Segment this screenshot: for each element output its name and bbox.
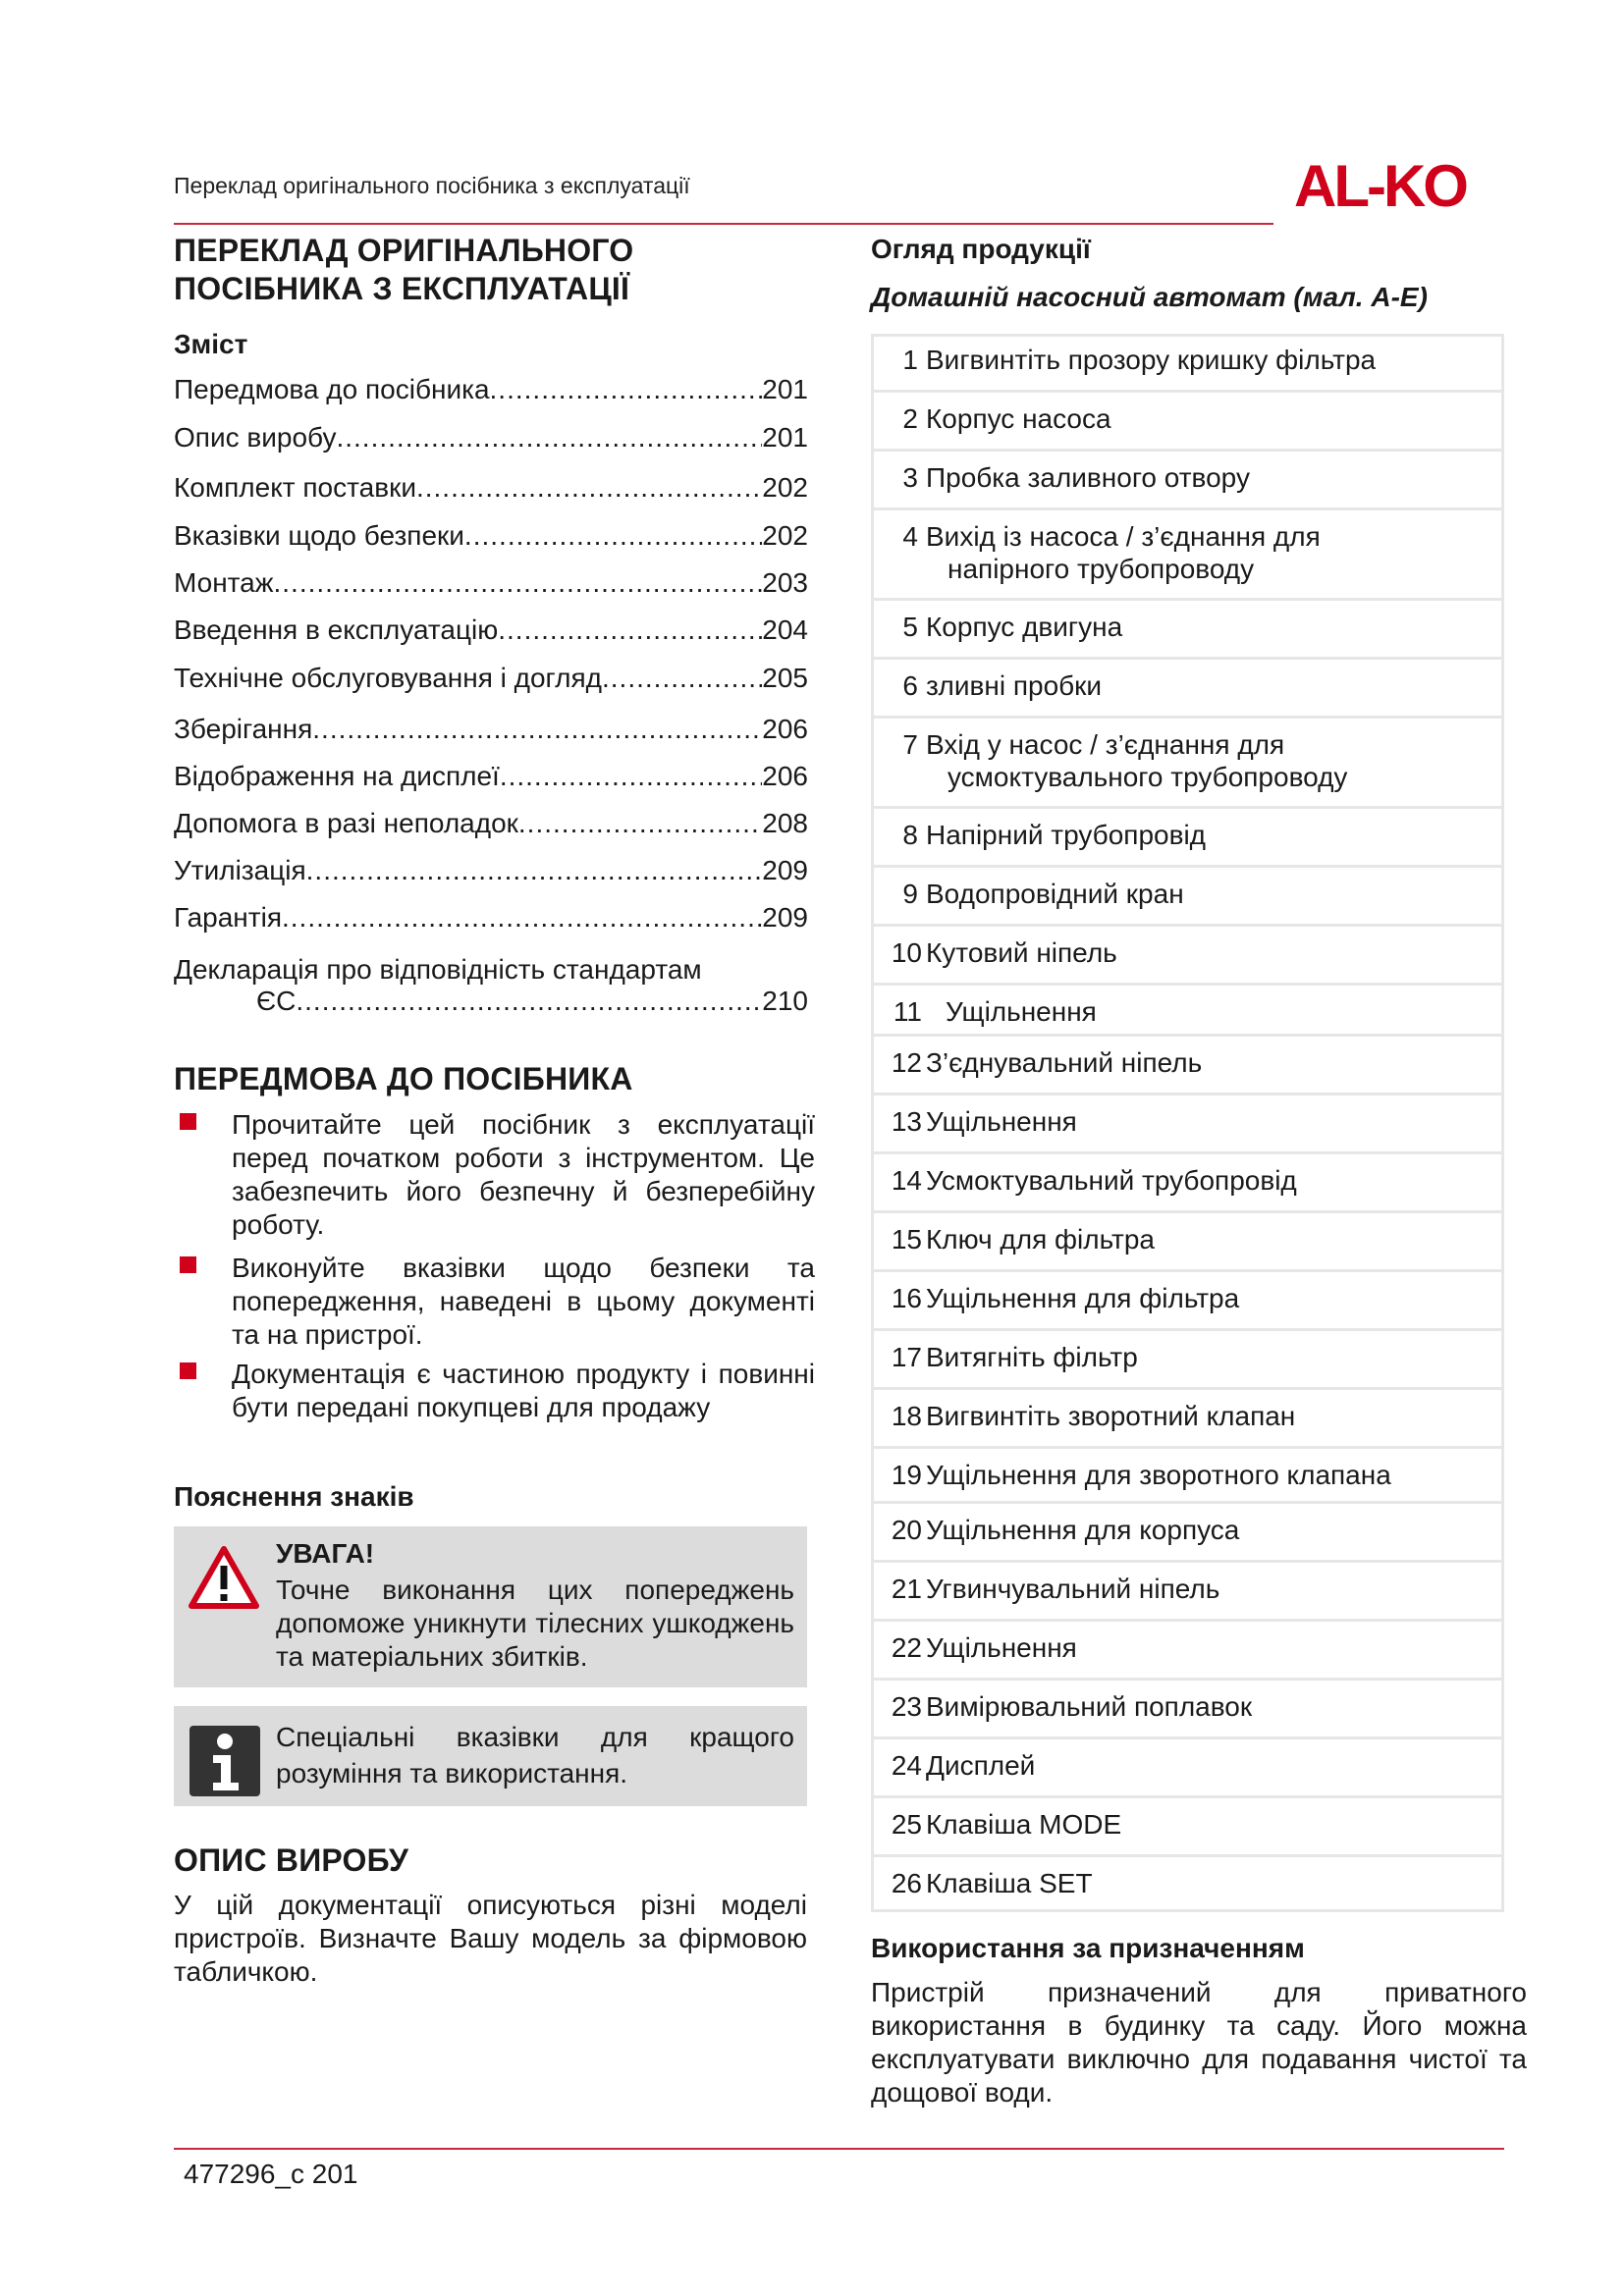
toc-row-last-line1[interactable] xyxy=(174,954,808,986)
part-label: З’єднувальний ніпель xyxy=(926,1047,1203,1078)
toc-page: 206 xyxy=(762,714,808,744)
part-number: 7 xyxy=(902,729,918,760)
bullet-icon xyxy=(180,1256,196,1273)
part-number: 25 xyxy=(891,1809,922,1840)
foreword-bullet: Виконуйте вказівки щодо безпеки та попередження, наведені в цьому документі та на пристрої. xyxy=(232,1253,815,1350)
toc-label: Введення в експлуатацію xyxy=(174,614,499,645)
parts-row xyxy=(871,393,1504,452)
parts-row xyxy=(871,1154,1504,1213)
parts-row xyxy=(871,1037,1504,1095)
parts-row xyxy=(871,1213,1504,1272)
parts-row xyxy=(871,452,1504,510)
parts-row xyxy=(871,719,1504,809)
toc-label: Декларація про відповідність стандартам xyxy=(174,954,702,985)
intended-use-text: Пристрій призначений для приватного використання в будинку та саду. Його можна експлуатувати виключно для подавання чистої та дощової води. xyxy=(871,1977,1527,2108)
toc-label: Допомога в разі неполадок xyxy=(174,808,518,838)
bullet-icon xyxy=(180,1113,196,1130)
description-text: У цій документації описуються різні моделі пристроїв. Визначте Вашу модель за фірмовою табличкою. xyxy=(174,1890,807,1987)
description-title: ОПИС ВИРОБУ xyxy=(174,1842,409,1878)
part-label: Усмоктувальний трубопровід xyxy=(926,1165,1297,1196)
info-text: Спеціальні вказівки для кращого розуміння та використання. xyxy=(276,1722,794,1789)
part-label: Клавіша SET xyxy=(926,1868,1093,1898)
toc-label: Технічне обслуговування і догляд xyxy=(174,663,602,693)
part-label: Пробка заливного отвору xyxy=(926,462,1250,493)
toc-row-last-line2[interactable] xyxy=(256,986,808,1017)
parts-row xyxy=(871,1739,1504,1798)
toc-page: 202 xyxy=(762,520,808,551)
toc-page: 202 xyxy=(762,472,808,503)
part-number: 9 xyxy=(902,879,918,909)
part-number: 15 xyxy=(891,1224,922,1255)
toc-label: Монтаж xyxy=(174,567,274,598)
toc-page: 209 xyxy=(762,902,808,933)
foreword-bullet: Прочитайте цей посібник з експлуатації перед початком роботи з інструментом. Це забезпечить його безпечну й безперебійну роботу. xyxy=(232,1109,815,1240)
part-number: 3 xyxy=(902,462,918,493)
parts-row xyxy=(871,1798,1504,1857)
toc-row[interactable] xyxy=(174,422,808,454)
toc-page: 204 xyxy=(762,614,808,645)
part-number: 5 xyxy=(902,612,918,642)
warning-box xyxy=(174,1526,807,1687)
toc-row[interactable] xyxy=(174,761,808,792)
toc-page: 203 xyxy=(762,567,808,598)
part-number: 8 xyxy=(902,820,918,850)
toc-row[interactable] xyxy=(174,520,808,552)
part-number: 14 xyxy=(891,1165,922,1196)
toc-label: Відображення на дисплеї xyxy=(174,761,500,791)
toc-row[interactable] xyxy=(174,714,808,745)
toc-row[interactable] xyxy=(174,855,808,886)
parts-row xyxy=(871,1449,1504,1504)
overview-heading: Огляд продукції xyxy=(871,234,1091,264)
parts-row xyxy=(871,1331,1504,1390)
toc-row[interactable] xyxy=(174,614,808,646)
part-label: Ущільнення xyxy=(926,1632,1077,1663)
parts-row xyxy=(871,927,1504,986)
parts-row xyxy=(871,1504,1504,1563)
part-label: Ущільнення для зворотного клапана xyxy=(926,1460,1391,1490)
main-title-line1: ПЕРЕКЛАД ОРИГІНАЛЬНОГО xyxy=(174,233,634,268)
alko-logo xyxy=(1294,155,1506,216)
toc-row[interactable] xyxy=(174,663,808,694)
toc-row[interactable] xyxy=(174,808,808,839)
toc-label: ЄС xyxy=(256,986,297,1016)
part-label: Угвинчувальний ніпель xyxy=(926,1574,1220,1604)
footer-doc-number: 477296_c 201 xyxy=(184,2159,358,2189)
parts-row xyxy=(871,986,1504,1037)
footer-rule xyxy=(174,2148,1504,2150)
toc-page: 206 xyxy=(762,761,808,791)
part-label: Клавіша MODE xyxy=(926,1809,1122,1840)
parts-row xyxy=(871,510,1504,601)
part-number: 12 xyxy=(891,1047,922,1078)
info-box xyxy=(174,1706,807,1806)
part-number: 20 xyxy=(891,1515,922,1545)
part-number: 16 xyxy=(891,1283,922,1313)
part-number: 13 xyxy=(891,1106,922,1137)
toc-label: Вказівки щодо безпеки xyxy=(174,520,464,551)
part-label: Водопровідний кран xyxy=(926,879,1184,909)
part-label: Вихід із насоса / з’єднання для xyxy=(926,521,1321,552)
part-number: 1 xyxy=(902,345,918,375)
toc-label: Комплект поставки xyxy=(174,472,416,503)
parts-list xyxy=(871,334,1504,1912)
part-number: 21 xyxy=(891,1574,922,1604)
part-number: 19 xyxy=(891,1460,922,1490)
toc-label: Зберігання xyxy=(174,714,313,744)
part-label: Ключ для фільтра xyxy=(926,1224,1155,1255)
part-label: Витягніть фільтр xyxy=(926,1342,1138,1372)
part-label: Вимірювальний поплавок xyxy=(926,1691,1253,1722)
part-number: 11 xyxy=(893,996,922,1027)
part-number: 6 xyxy=(902,670,918,701)
toc-row[interactable] xyxy=(174,567,808,599)
toc-page: 209 xyxy=(762,855,808,885)
parts-row xyxy=(871,1272,1504,1331)
toc-row[interactable] xyxy=(174,374,808,405)
warning-icon xyxy=(188,1544,260,1611)
bullet-icon xyxy=(180,1362,196,1379)
part-number: 18 xyxy=(891,1401,922,1431)
part-number: 26 xyxy=(891,1868,922,1898)
part-label: Дисплей xyxy=(926,1750,1036,1781)
part-label: Вхід у насос / з’єднання для xyxy=(926,729,1285,760)
overview-subheading: Домашній насосний автомат (мал. A-E) xyxy=(871,282,1428,312)
parts-row xyxy=(871,1857,1504,1912)
part-number: 10 xyxy=(891,937,922,968)
parts-row xyxy=(871,1681,1504,1739)
part-number: 24 xyxy=(891,1750,922,1781)
header-title: Переклад оригінального посібника з експлуатації xyxy=(174,173,690,198)
svg-text:AL-KO: AL-KO xyxy=(1294,155,1466,216)
toc-row[interactable] xyxy=(174,472,808,504)
toc-page: 205 xyxy=(762,663,808,693)
part-number: 17 xyxy=(891,1342,922,1372)
toc-label: Передмова до посібника xyxy=(174,374,490,404)
toc-label: Гарантія xyxy=(174,902,282,933)
parts-row xyxy=(871,334,1504,393)
part-number: 2 xyxy=(902,403,918,434)
toc-label: Утилізація xyxy=(174,855,306,885)
part-number: 22 xyxy=(891,1632,922,1663)
toc-page: 201 xyxy=(762,422,808,453)
toc-heading: Зміст xyxy=(174,329,248,359)
part-label-line2: напірного трубопроводу xyxy=(947,554,1255,584)
toc-page: 210 xyxy=(762,986,808,1016)
part-label: Ущільнення для корпуса xyxy=(926,1515,1240,1545)
part-label: Напірний трубопровід xyxy=(926,820,1207,850)
main-title-line2: ПОСІБНИКА З ЕКСПЛУАТАЦІЇ xyxy=(174,271,630,306)
intended-use-heading: Використання за призначенням xyxy=(871,1933,1305,1963)
part-label: Ущільнення для фільтра xyxy=(926,1283,1240,1313)
part-label: Корпус насоса xyxy=(926,403,1111,434)
toc-label: Опис виробу xyxy=(174,422,337,453)
parts-row xyxy=(871,1390,1504,1449)
parts-row xyxy=(871,868,1504,927)
part-label-line2: усмоктувального трубопроводу xyxy=(947,762,1348,792)
parts-row xyxy=(871,1622,1504,1681)
part-label: Кутовий ніпель xyxy=(926,937,1117,968)
parts-row xyxy=(871,809,1504,868)
toc-row[interactable] xyxy=(174,902,808,934)
parts-row xyxy=(871,601,1504,660)
part-label: зливні пробки xyxy=(926,670,1103,701)
warning-title: УВАГА! xyxy=(276,1538,375,1569)
parts-row xyxy=(871,1095,1504,1154)
part-label: Вигвинтіть зворотний клапан xyxy=(926,1401,1296,1431)
part-number: 23 xyxy=(891,1691,922,1722)
toc-page: 208 xyxy=(762,808,808,838)
toc-page: 201 xyxy=(762,374,808,404)
foreword-title: ПЕРЕДМОВА ДО ПОСІБНИКА xyxy=(174,1061,633,1096)
info-icon xyxy=(189,1726,260,1796)
parts-row xyxy=(871,660,1504,719)
signs-heading: Пояснення знаків xyxy=(174,1481,414,1512)
part-label: Вигвинтіть прозору кришку фільтра xyxy=(926,345,1377,375)
foreword-bullet: Документація є частиною продукту і повинні бути передані покупцеві для продажу xyxy=(232,1359,815,1422)
part-number: 4 xyxy=(902,521,918,552)
part-label: Ущільнення xyxy=(946,996,1097,1027)
part-label: Ущільнення xyxy=(926,1106,1077,1137)
warning-text: Точне виконання цих попереджень допоможе уникнути тілесних ушкоджень та матеріальних збитків. xyxy=(276,1575,794,1672)
part-label: Корпус двигуна xyxy=(926,612,1123,642)
parts-row xyxy=(871,1563,1504,1622)
